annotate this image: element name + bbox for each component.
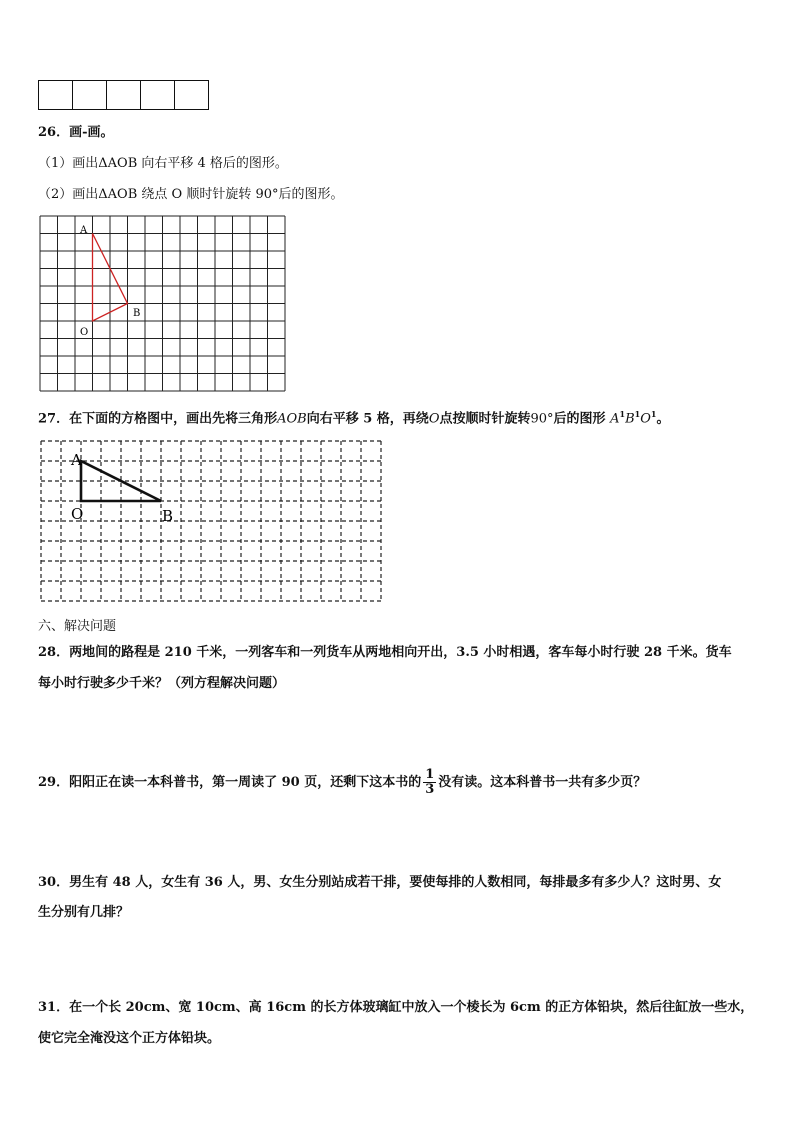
- q30-line1: 30．男生有 48 人，女生有 36 人，男、女生分别站成若干排，要使每排的人数相同，每排最多有多少人？这时男、女: [38, 875, 722, 890]
- q26-sub2: （2）画出ΔAOB 绕点 O 顺时针旋转 90°后的图形。: [38, 187, 344, 202]
- section-title: 六、解决问题: [38, 619, 117, 634]
- q31-line2: 使它完全淹没这个正方体铅块。: [38, 1031, 221, 1046]
- q26-sub1: （1）画出ΔAOB 向右平移 4 格后的图形。: [38, 156, 288, 171]
- answer-box[interactable]: [72, 80, 107, 110]
- q29-text: 29．阳阳正在读一本科普书，第一周读了 90 页，还剩下这本书的 $\frac{1}{3}$ 没有读。这本科普书一共有多少页？: [38, 767, 647, 797]
- q30-line2: 生分别有几排？: [38, 905, 130, 920]
- q27-label-o: O: [71, 505, 84, 523]
- q27-text: 27．在下面的方格图中，画出先将三角形AOB向右平移 5 格，再绕O点按顺时针旋转90°后的图形 $A^1B^1O^1$。: [38, 409, 670, 427]
- q26-title: 26．画-画。: [38, 125, 114, 140]
- q27-label-a: A: [71, 451, 82, 469]
- answer-box[interactable]: [174, 80, 209, 110]
- q29-fraction: $\frac{1}{3}$: [425, 767, 435, 797]
- q28-line2: 每小时行驶多少千米？（列方程解决问题）: [38, 676, 286, 691]
- q26-grid-lines: [40, 216, 285, 391]
- answer-box[interactable]: [140, 80, 175, 110]
- answer-box-row: [38, 80, 209, 110]
- q28-line1: 28．两地间的路程是 210 千米，一列客车和一列货车从两地相向开出，3.5 小时相遇，客车每小时行驶 28 千米。货车: [38, 645, 732, 660]
- q26-label-b: B: [133, 308, 141, 319]
- answer-box[interactable]: [38, 80, 73, 110]
- q31-line1: 31．在一个长 20cm、宽 10cm、高 16cm 的长方体玻璃缸中放入一个棱长为 6cm 的正方体铅块，然后往缸放一些水，: [38, 1000, 754, 1015]
- answer-box[interactable]: [106, 80, 141, 110]
- q26-grid-figure: [38, 214, 290, 394]
- q26-label-o: O: [80, 327, 89, 338]
- q27-label-b: B: [162, 507, 174, 525]
- q26-label-a: A: [80, 225, 88, 236]
- q27-grid-lines: [41, 441, 381, 601]
- q27-grid-figure: [38, 438, 384, 606]
